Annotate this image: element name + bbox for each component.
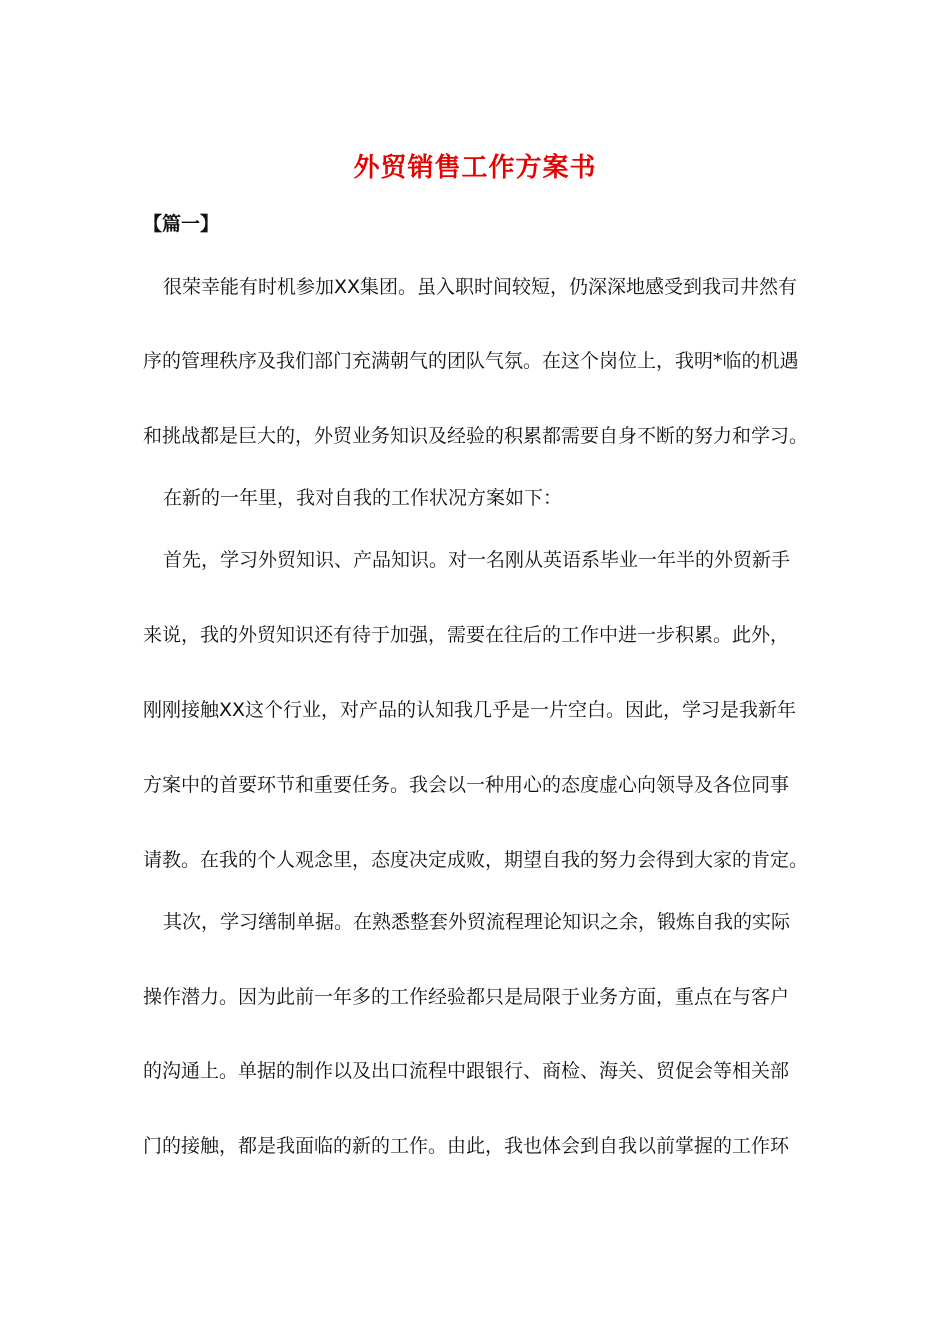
paragraph-line: 序的管理秩序及我们部门充满朝气的团队气氛。在这个岗位上，我明*临的机遇 — [143, 350, 799, 372]
paragraph-line: 刚刚接触XX这个行业，对产品的认知我几乎是一片空白。因此，学习是我新年 — [143, 699, 797, 721]
paragraph-line: 在新的一年里，我对自我的工作状况方案如下： — [163, 487, 563, 509]
paragraph-line: 方案中的首要环节和重要任务。我会以一种用心的态度虚心向领导及各位同事 — [143, 774, 790, 796]
paragraph-line: 很荣幸能有时机参加XX集团。虽入职时间较短，仍深深地感受到我司井然有 — [163, 276, 798, 298]
section-heading: 【篇一】 — [143, 213, 220, 235]
paragraph-line: 其次，学习缮制单据。在熟悉整套外贸流程理论知识之余，锻炼自我的实际 — [163, 911, 791, 933]
paragraph-line: 门的接触，都是我面临的新的工作。由此，我也体会到自我以前掌握的工作环 — [143, 1135, 790, 1157]
paragraph-line: 操作潜力。因为此前一年多的工作经验都只是局限于业务方面，重点在与客户 — [143, 986, 790, 1008]
paragraph-line: 来说，我的外贸知识还有待于加强，需要在往后的工作中进一步积累。此外， — [143, 624, 790, 646]
paragraph-line: 的沟通上。单据的制作以及出口流程中跟银行、商检、海关、贸促会等相关部 — [143, 1060, 790, 1082]
document-title: 外贸销售工作方案书 — [353, 153, 597, 183]
paragraph-line: 和挑战都是巨大的，外贸业务知识及经验的积累都需要自身不断的努力和学习。 — [143, 425, 809, 447]
paragraph-line: 首先，学习外贸知识、产品知识。对一名刚从英语系毕业一年半的外贸新手 — [163, 549, 791, 571]
paragraph-line: 请教。在我的个人观念里，态度决定成败，期望自我的努力会得到大家的肯定。 — [143, 849, 809, 871]
